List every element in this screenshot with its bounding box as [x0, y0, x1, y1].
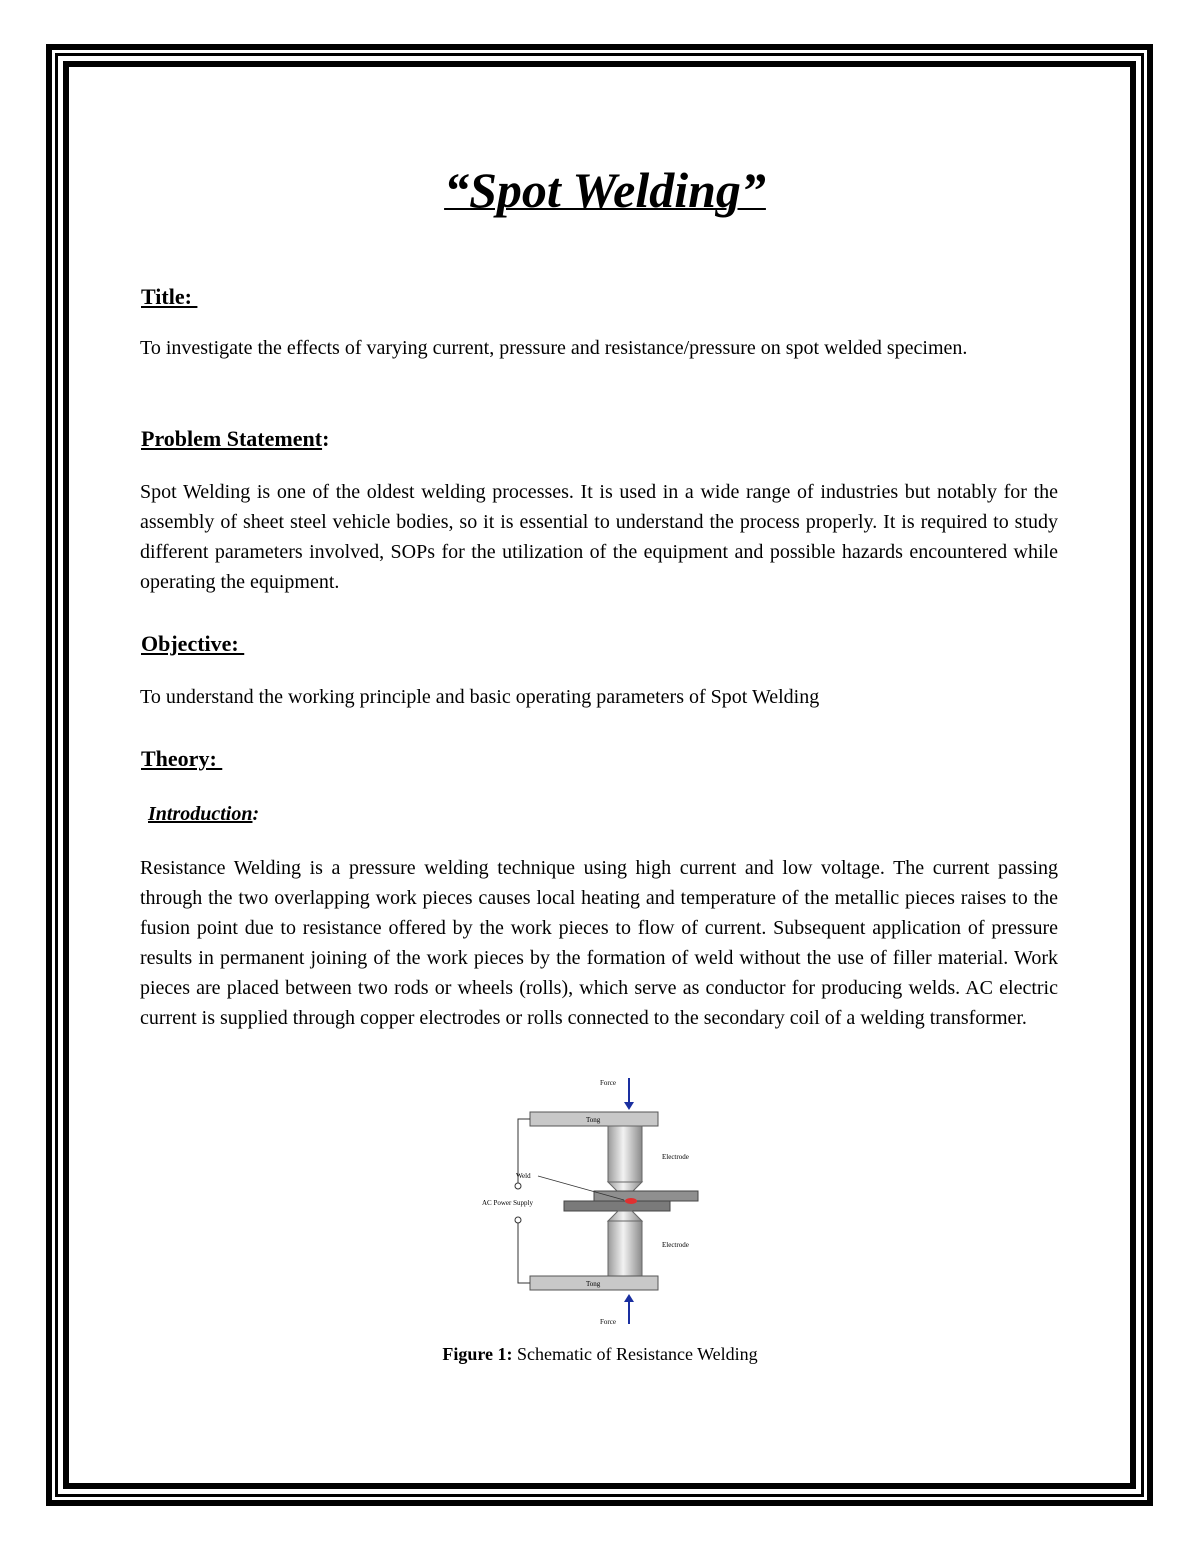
force-label-top: Force — [600, 1079, 616, 1087]
tong-label-bottom: Tong — [586, 1280, 601, 1288]
electrode-bottom — [608, 1221, 642, 1277]
title-heading: Title: — [141, 284, 198, 309]
problem-statement-heading — [141, 425, 329, 453]
figure-caption — [0, 1342, 1200, 1366]
problem-statement-heading-colon: : — [322, 426, 330, 451]
introduction-text: Resistance Welding is a pressure welding technique using high current and low voltage. The current passing through the two overlapping work pieces causes local heating and temperature of the metallic pieces raises to the fusion point due to resistance offered by the work pieces to flow of current. Subsequent application of pressure results in permanent joining of the work pieces by the formation of weld without the use of filler material. Work pieces are placed between two rods or wheels (rolls), which serve as conductor for producing welds. AC electric current is supplied through copper electrodes or rolls connected to the secondary coil of a welding transformer. — [140, 857, 1058, 1029]
force-arrow-top — [624, 1078, 634, 1110]
theory-heading: Theory: — [141, 746, 223, 771]
figure-caption-label: Figure 1: — [442, 1344, 513, 1364]
force-label-bottom: Force — [600, 1318, 616, 1326]
resistance-welding-schematic — [478, 1072, 704, 1330]
objective-text: To understand the working principle and basic operating parameters of Spot Welding — [140, 686, 820, 708]
ac-power-supply-label: AC Power Supply — [482, 1199, 533, 1207]
objective-heading: Objective: — [141, 631, 245, 656]
electrode-label-top: Electrode — [662, 1153, 689, 1161]
introduction-heading — [148, 801, 259, 827]
electrode-tip-bottom — [608, 1211, 642, 1221]
electrode-label-bottom: Electrode — [662, 1241, 689, 1249]
document-title: “Spot Welding” — [444, 162, 766, 218]
force-arrow-bottom — [624, 1294, 634, 1324]
tong-label-top: Tong — [586, 1116, 601, 1124]
weld-nugget — [625, 1198, 637, 1204]
introduction-heading-label: Introduction — [148, 803, 253, 825]
introduction-heading-colon: : — [252, 803, 260, 825]
problem-statement-text: Spot Welding is one of the oldest welding processes. It is used in a wide range of industries but notably for the assembly of sheet steel vehicle bodies, so it is essential to understand the process properly. It is required to study different parameters involved, SOPs for the utilization of the equipment and possible hazards encountered while operating the equipment. — [140, 481, 1058, 593]
title-text: To investigate the effects of varying current, pressure and resistance/pressure on spot welded specimen. — [140, 337, 968, 359]
problem-statement-heading-label: Problem Statement — [141, 426, 323, 451]
weld-label: Weld — [516, 1172, 531, 1180]
figure-caption-text: Schematic of Resistance Welding — [512, 1344, 758, 1364]
electrode-top — [608, 1126, 642, 1182]
workpiece-lower — [564, 1201, 670, 1211]
